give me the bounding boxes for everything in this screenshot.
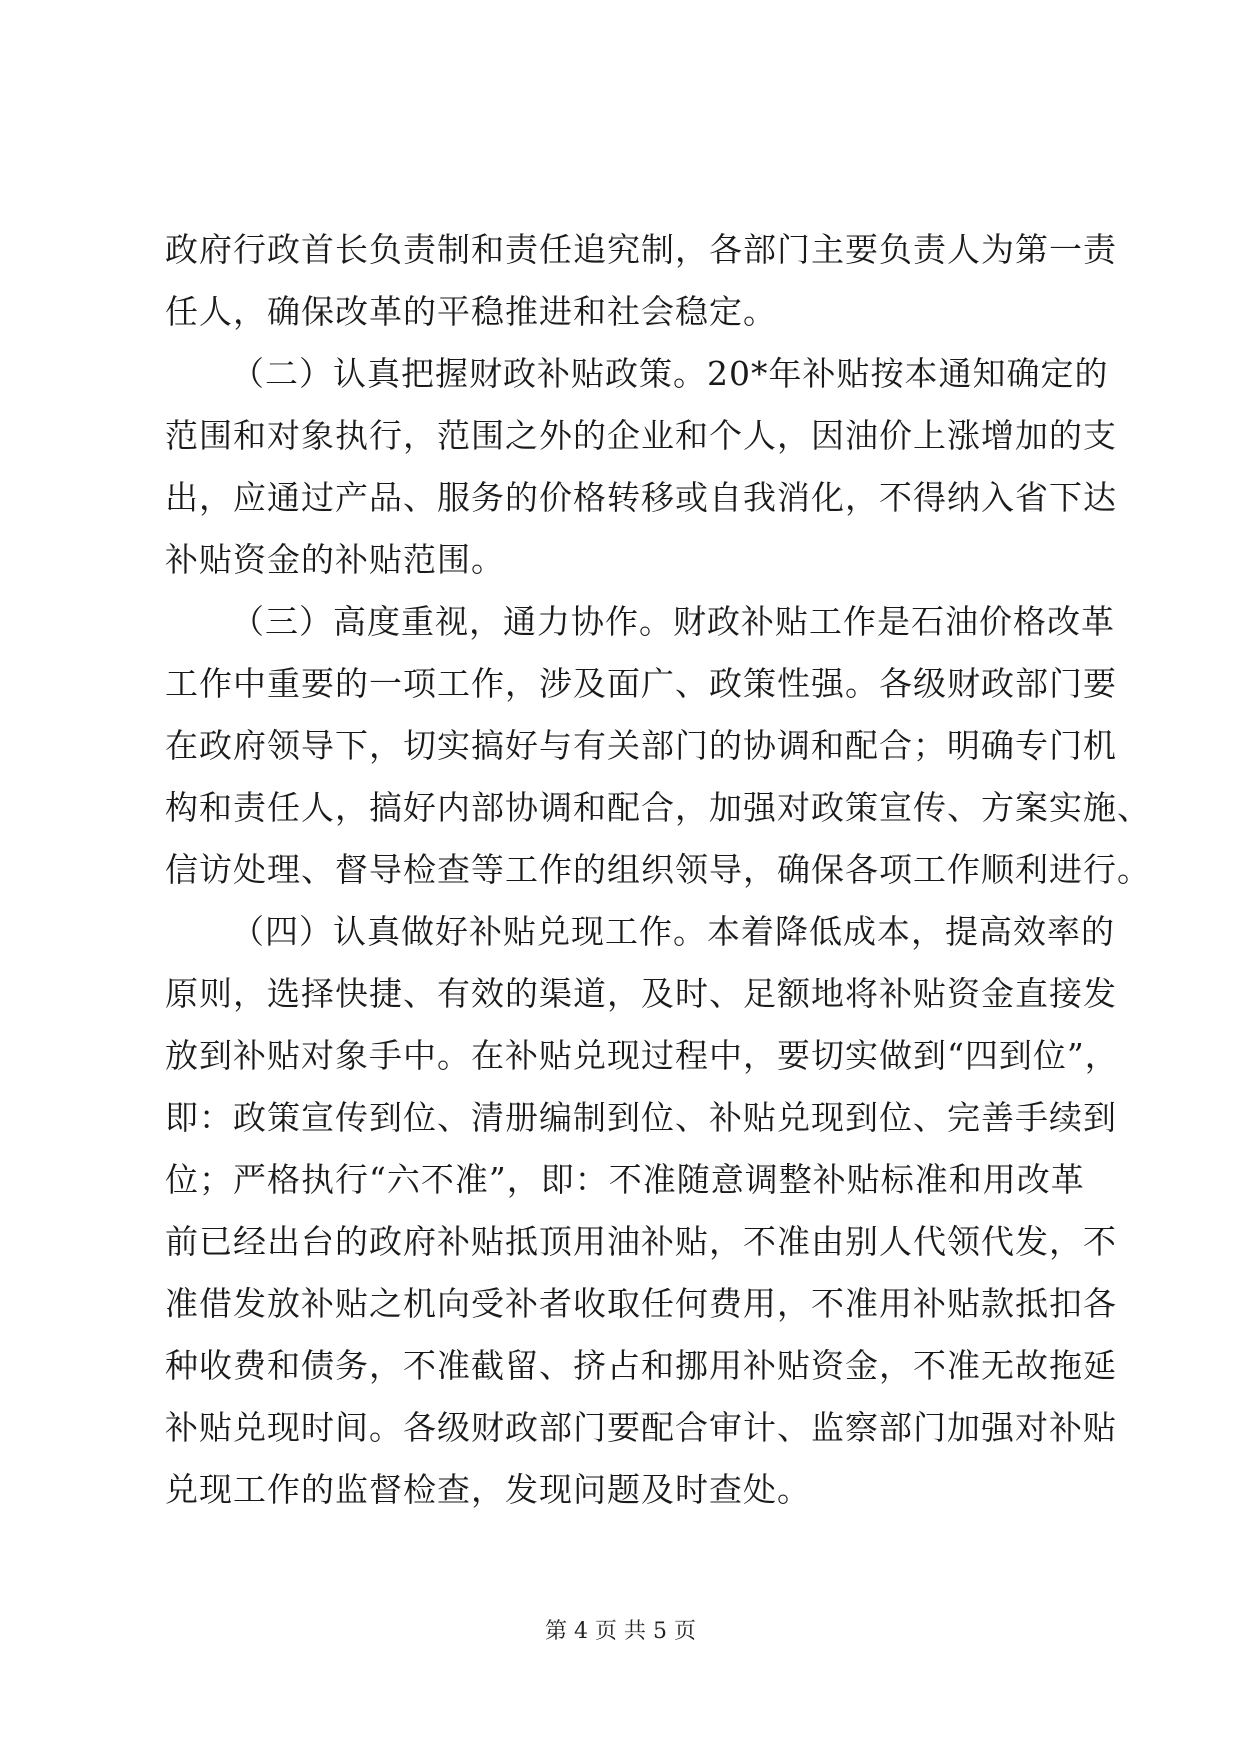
text-line: 即：政策宣传到位、清册编制到位、补贴兑现到位、完善手续到 [165,1098,1117,1137]
text-line: 准借发放补贴之机向受补者收取任何费用，不准用补贴款抵扣各 [165,1284,1117,1323]
text-line: 兑现工作的监督检查，发现问题及时查处。 [165,1470,811,1509]
text-line: 范围和对象执行，范围之外的企业和个人，因油价上涨增加的支 [165,416,1117,455]
page-number-footer: 第 4 页 共 5 页 [545,1619,696,1644]
text-line: 信访处理、督导检查等工作的组织领导，确保各项工作顺利进行。 [165,850,1151,889]
text-line: 补贴兑现时间。各级财政部门要配合审计、监察部门加强对补贴 [165,1408,1117,1447]
text-line: 出，应通过产品、服务的价格转移或自我消化，不得纳入省下达 [165,478,1117,517]
text-line: 任人，确保改革的平稳推进和社会稳定。 [165,292,777,331]
text-line: 工作中重要的一项工作，涉及面广、政策性强。各级财政部门要 [165,664,1117,703]
text-line: 补贴资金的补贴范围。 [165,540,505,579]
text-line: 政府行政首长负责制和责任追究制，各部门主要负责人为第一责 [165,230,1117,269]
text-line: 放到补贴对象手中。在补贴兑现过程中，要切实做到“四到位”， [165,1036,1119,1075]
text-line: 前已经出台的政府补贴抵顶用油补贴，不准由别人代领代发，不 [165,1222,1117,1261]
paragraph-2-start: （二）认真把握财政补贴政策。20*年补贴按本通知确定的 [231,354,1109,393]
text-line: 位；严格执行“六不准”，即：不准随意调整补贴标准和用改革 [165,1160,1085,1199]
text-line: 原则，选择快捷、有效的渠道，及时、足额地将补贴资金直接发 [165,974,1117,1013]
paragraph-3-start: （三）高度重视，通力协作。财政补贴工作是石油价格改革 [231,602,1115,641]
text-line: 种收费和债务，不准截留、挤占和挪用补贴资金，不准无故拖延 [165,1346,1117,1385]
text-line: 构和责任人，搞好内部协调和配合，加强对政策宣传、方案实施、 [165,788,1151,827]
paragraph-4-start: （四）认真做好补贴兑现工作。本着降低成本，提高效率的 [231,912,1115,951]
text-line: 在政府领导下，切实搞好与有关部门的协调和配合；明确专门机 [165,726,1117,765]
